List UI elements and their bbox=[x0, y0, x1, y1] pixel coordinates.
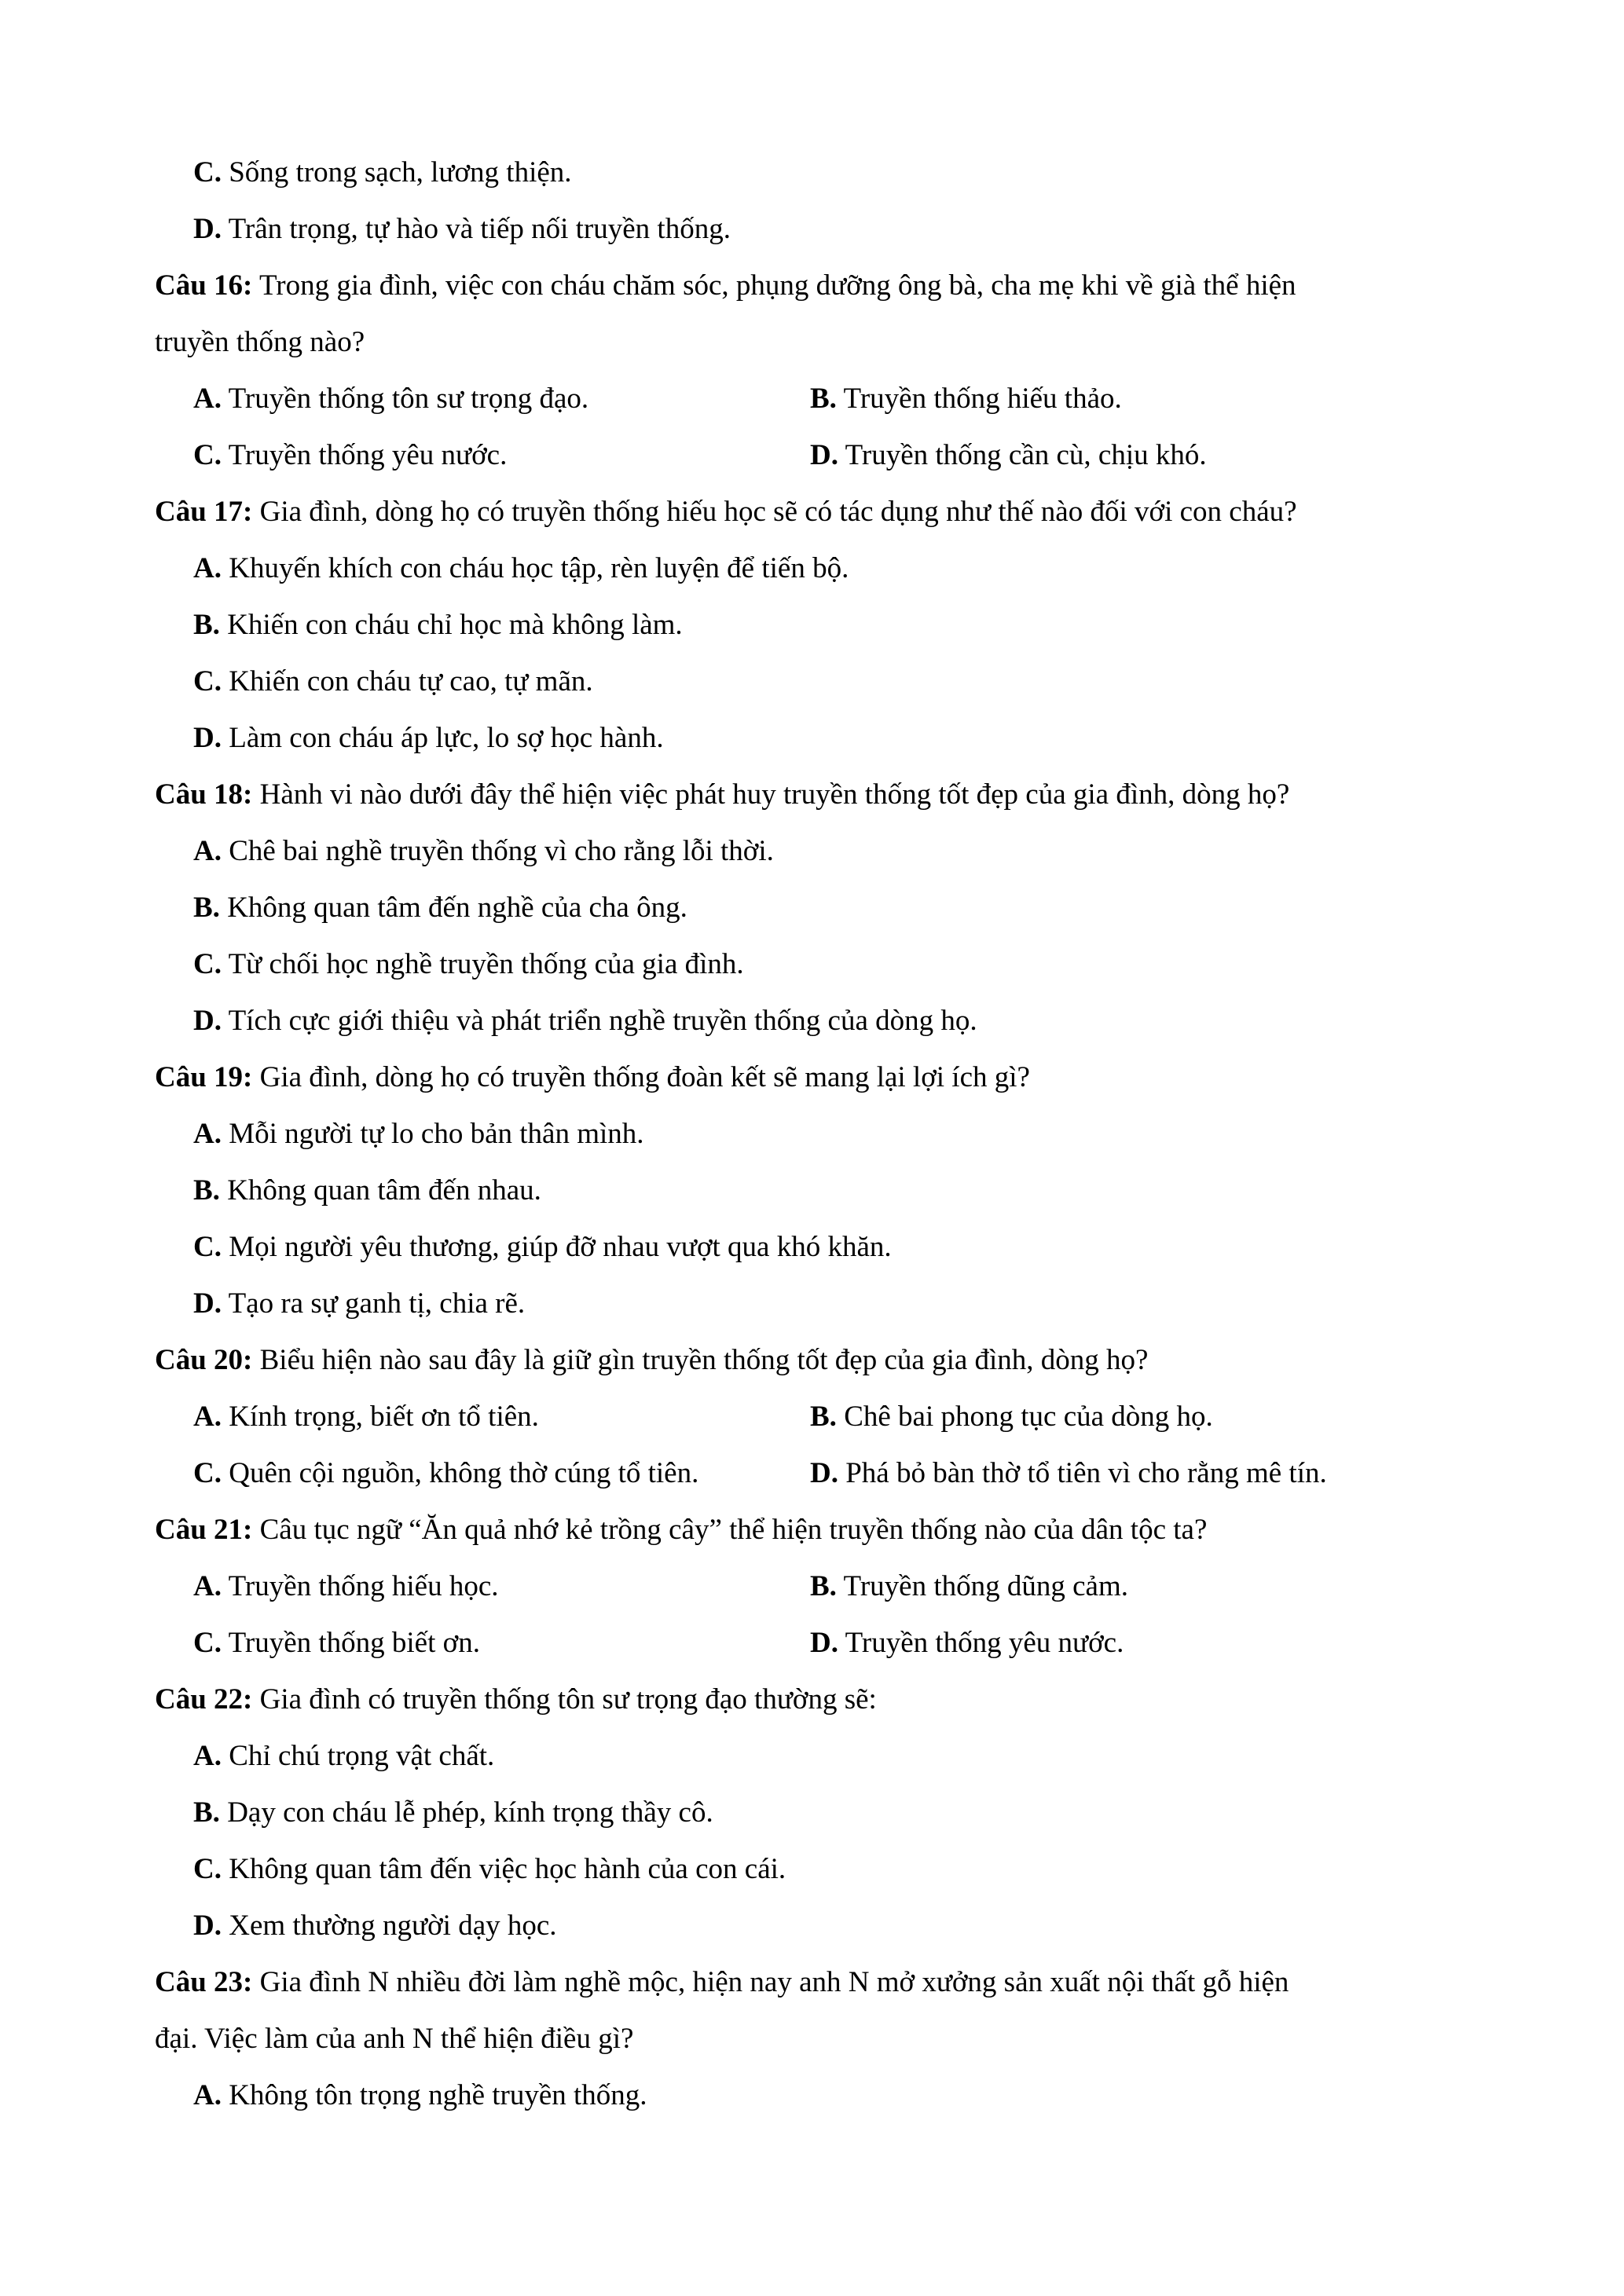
option-text: Tạo ra sự ganh tị, chia rẽ. bbox=[221, 1287, 526, 1320]
option-letter: C. bbox=[193, 1853, 222, 1885]
option-letter: C. bbox=[193, 665, 222, 698]
question-text: Gia đình, dòng họ có truyền thống hiếu học sẽ có tác dụng như thế nào đối với con cháu? bbox=[252, 496, 1297, 528]
option-q18-a bbox=[193, 831, 774, 872]
option-q20-a bbox=[193, 1397, 539, 1437]
option-letter: B. bbox=[810, 1401, 837, 1433]
option-text: Khiến con cháu tự cao, tự mãn. bbox=[221, 665, 593, 698]
question-22-stem bbox=[155, 1679, 877, 1720]
question-text: Biểu hiện nào sau đây là giữ gìn truyền thống tốt đẹp của gia đình, dòng họ? bbox=[252, 1344, 1149, 1376]
option-q20-d bbox=[810, 1453, 1327, 1494]
option-letter: A. bbox=[193, 1740, 222, 1772]
question-23-stem-cont bbox=[155, 2019, 633, 2060]
option-q20-b bbox=[810, 1397, 1213, 1437]
option-letter: C. bbox=[193, 439, 222, 471]
option-text: Tích cực giới thiệu và phát triển nghề truyền thống của dòng họ. bbox=[221, 1005, 977, 1037]
question-17-stem bbox=[155, 492, 1297, 533]
option-q18-b bbox=[193, 888, 687, 928]
option-text: Mỗi người tự lo cho bản thân mình. bbox=[221, 1118, 644, 1150]
option-letter: C. bbox=[193, 948, 222, 980]
option-q16-c bbox=[193, 435, 507, 476]
option-text: Dạy con cháu lễ phép, kính trọng thầy cô. bbox=[219, 1796, 713, 1829]
option-letter: B. bbox=[193, 892, 220, 924]
option-q21-a bbox=[193, 1566, 499, 1607]
option-text: Truyền thống biết ơn. bbox=[221, 1627, 480, 1659]
option-letter: D. bbox=[810, 439, 838, 471]
question-21-stem bbox=[155, 1510, 1207, 1551]
option-letter: A. bbox=[193, 1570, 222, 1602]
question-text: Trong gia đình, việc con cháu chăm sóc, phụng dưỡng ông bà, cha mẹ khi về già thể hiện bbox=[252, 269, 1296, 302]
question-label: Câu 19: bbox=[155, 1061, 253, 1093]
question-text: Gia đình có truyền thống tôn sư trọng đạo thường sẽ: bbox=[252, 1683, 877, 1716]
option-q16-a bbox=[193, 379, 588, 419]
option-q21-c bbox=[193, 1623, 480, 1664]
option-q19-a bbox=[193, 1114, 644, 1155]
option-letter: D. bbox=[193, 1910, 222, 1942]
question-text: truyền thống nào? bbox=[155, 326, 365, 358]
option-letter: A. bbox=[193, 835, 222, 867]
option-letter: A. bbox=[193, 1401, 222, 1433]
option-q16-b bbox=[810, 379, 1122, 419]
question-16-stem-cont bbox=[155, 322, 365, 363]
option-letter: D. bbox=[810, 1627, 838, 1659]
option-q19-b bbox=[193, 1170, 541, 1211]
question-text: đại. Việc làm của anh N thể hiện điều gì? bbox=[155, 2023, 634, 2055]
question-text: Gia đình N nhiều đời làm nghề mộc, hiện nay anh N mở xưởng sản xuất nội thất gỗ hiện bbox=[252, 1966, 1289, 1998]
option-text: Truyền thống cần cù, chịu khó. bbox=[838, 439, 1207, 471]
question-label: Câu 22: bbox=[155, 1683, 253, 1716]
option-text: Truyền thống dũng cảm. bbox=[836, 1570, 1128, 1602]
option-q18-c bbox=[193, 944, 744, 985]
question-label: Câu 18: bbox=[155, 778, 253, 811]
option-letter: B. bbox=[810, 383, 837, 415]
option-text: Xem thường người dạy học. bbox=[221, 1910, 557, 1942]
option-text: Sống trong sạch, lương thiện. bbox=[221, 156, 572, 189]
question-text: Gia đình, dòng họ có truyền thống đoàn kết sẽ mang lại lợi ích gì? bbox=[252, 1061, 1030, 1093]
option-q22-d bbox=[193, 1906, 557, 1946]
option-text: Kính trọng, biết ơn tổ tiên. bbox=[221, 1401, 539, 1433]
option-q17-d bbox=[193, 718, 664, 759]
question-label: Câu 17: bbox=[155, 496, 253, 528]
option-text: Khuyến khích con cháu học tập, rèn luyện để tiến bộ. bbox=[221, 552, 849, 584]
question-23-stem bbox=[155, 1962, 1289, 2003]
option-letter: C. bbox=[193, 1627, 222, 1659]
option-letter: C. bbox=[193, 156, 222, 189]
question-label: Câu 21: bbox=[155, 1514, 253, 1546]
option-q22-b bbox=[193, 1792, 713, 1833]
option-q23-a bbox=[193, 2075, 647, 2116]
option-letter: C. bbox=[193, 1231, 222, 1263]
option-letter: D. bbox=[193, 1005, 222, 1037]
option-q18-d bbox=[193, 1001, 977, 1042]
option-text: Truyền thống tôn sư trọng đạo. bbox=[221, 383, 589, 415]
option-letter: B. bbox=[193, 1796, 220, 1829]
option-text: Không quan tâm đến nhau. bbox=[219, 1174, 541, 1207]
option-text: Chê bai nghề truyền thống vì cho rằng lỗi thời. bbox=[221, 835, 774, 867]
option-letter: A. bbox=[193, 1118, 222, 1150]
option-q21-d bbox=[810, 1623, 1124, 1664]
option-q17-c bbox=[193, 661, 593, 702]
option-text: Truyền thống yêu nước. bbox=[221, 439, 508, 471]
option-letter: D. bbox=[193, 722, 222, 754]
option-text: Chê bai phong tục của dòng họ. bbox=[836, 1401, 1213, 1433]
option-q17-b bbox=[193, 605, 683, 646]
option-letter: C. bbox=[193, 1457, 222, 1489]
option-q16-d bbox=[810, 435, 1207, 476]
option-text: Làm con cháu áp lực, lo sợ học hành. bbox=[221, 722, 664, 754]
option-letter: B. bbox=[810, 1570, 837, 1602]
option-letter: B. bbox=[193, 609, 220, 641]
option-q17-a bbox=[193, 548, 849, 589]
option-q22-a bbox=[193, 1736, 494, 1777]
question-label: Câu 23: bbox=[155, 1966, 253, 1998]
option-text: Truyền thống yêu nước. bbox=[838, 1627, 1124, 1659]
option-q19-d bbox=[193, 1283, 525, 1324]
option-q15-c bbox=[193, 152, 572, 193]
option-letter: D. bbox=[810, 1457, 838, 1489]
question-19-stem bbox=[155, 1057, 1030, 1098]
option-letter: D. bbox=[193, 1287, 222, 1320]
option-text: Không quan tâm đến nghề của cha ông. bbox=[219, 892, 687, 924]
option-text: Mọi người yêu thương, giúp đỡ nhau vượt qua khó khăn. bbox=[221, 1231, 892, 1263]
option-text: Không quan tâm đến việc học hành của con cái. bbox=[221, 1853, 786, 1885]
option-letter: B. bbox=[193, 1174, 220, 1207]
option-text: Khiến con cháu chỉ học mà không làm. bbox=[219, 609, 683, 641]
option-text: Phá bỏ bàn thờ tổ tiên vì cho rằng mê tín. bbox=[838, 1457, 1327, 1489]
option-text: Truyền thống hiếu thảo. bbox=[836, 383, 1122, 415]
option-q20-c bbox=[193, 1453, 698, 1494]
option-letter: A. bbox=[193, 383, 222, 415]
option-text: Quên cội nguồn, không thờ cúng tổ tiên. bbox=[221, 1457, 699, 1489]
question-text: Câu tục ngữ “Ăn quả nhớ kẻ trồng cây” thể hiện truyền thống nào của dân tộc ta? bbox=[252, 1514, 1208, 1546]
option-text: Trân trọng, tự hào và tiếp nối truyền thống. bbox=[221, 213, 731, 245]
question-20-stem bbox=[155, 1340, 1148, 1381]
option-q19-c bbox=[193, 1227, 892, 1268]
option-q15-d bbox=[193, 209, 731, 250]
question-label: Câu 20: bbox=[155, 1344, 253, 1376]
question-16-stem bbox=[155, 265, 1296, 306]
option-letter: A. bbox=[193, 2079, 222, 2111]
option-text: Chỉ chú trọng vật chất. bbox=[221, 1740, 495, 1772]
option-letter: D. bbox=[193, 213, 222, 245]
option-text: Không tôn trọng nghề truyền thống. bbox=[221, 2079, 647, 2111]
option-text: Từ chối học nghề truyền thống của gia đình. bbox=[221, 948, 744, 980]
option-letter: A. bbox=[193, 552, 222, 584]
option-text: Truyền thống hiếu học. bbox=[221, 1570, 499, 1602]
question-text: Hành vi nào dưới đây thể hiện việc phát huy truyền thống tốt đẹp của gia đình, dòng họ? bbox=[252, 778, 1290, 811]
question-label: Câu 16: bbox=[155, 269, 253, 302]
option-q21-b bbox=[810, 1566, 1128, 1607]
option-q22-c bbox=[193, 1849, 786, 1890]
question-18-stem bbox=[155, 774, 1289, 815]
